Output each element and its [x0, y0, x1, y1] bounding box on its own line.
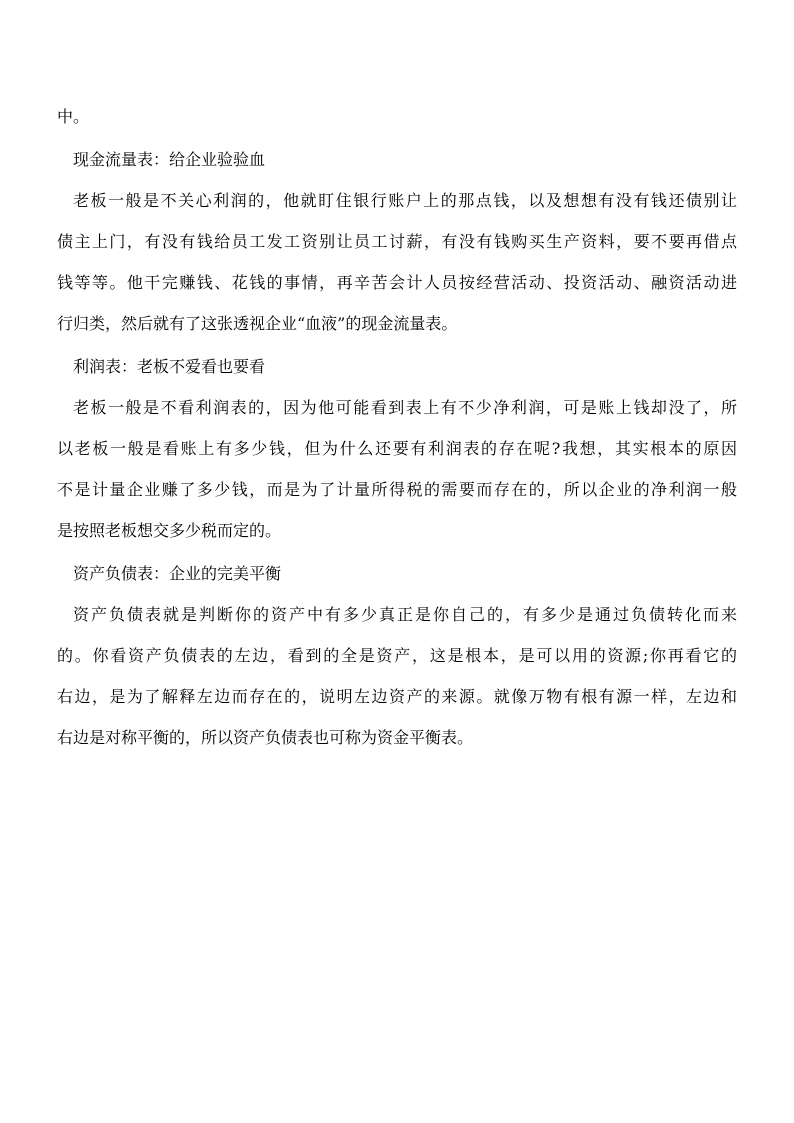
paragraph-line: 老板一般是不关心利润的，他就盯住银行账户上的那点钱，以及想想有没有钱还债别让 [73, 191, 737, 210]
section-heading-income: 利润表：老板不爱看也要看 [73, 357, 266, 376]
section-heading-balance-sheet: 资产负债表：企业的完美平衡 [73, 564, 282, 583]
paragraph-line: 右边是对称平衡的，所以资产负债表也可称为资金平衡表。 [57, 728, 474, 747]
paragraph-line: 行归类，然后就有了这张透视企业“血液”的现金流量表。 [57, 314, 458, 333]
paragraph-line: 以老板一般是看账上有多少钱，但为什么还要有利润表的存在呢?我想，其实根本的原因 [57, 439, 737, 458]
paragraph-line: 债主上门，有没有钱给员工发工资别让员工讨薪，有没有钱购买生产资料，要不要再借点 [57, 232, 737, 251]
paragraph-line: 不是计量企业赚了多少钱，而是为了计量所得税的需要而存在的，所以企业的净利润一般 [57, 480, 737, 499]
paragraph-line: 钱等等。他干完赚钱、花钱的事情，再辛苦会计人员按经营活动、投资活动、融资活动进 [57, 273, 737, 292]
continuation-text: 中。 [57, 107, 90, 126]
paragraph-line: 老板一般是不看利润表的，因为他可能看到表上有不少净利润，可是账上钱却没了，所 [73, 398, 737, 417]
paragraph-line: 右边，是为了解释左边而存在的，说明左边资产的来源。就像万物有根有源一样，左边和 [57, 687, 737, 706]
section-heading-cash-flow: 现金流量表：给企业验验血 [73, 150, 266, 169]
paragraph-line: 资产负债表就是判断你的资产中有多少真正是你自己的，有多少是通过负债转化而来 [73, 605, 737, 624]
paragraph-line: 的。你看资产负债表的左边，看到的全是资产，这是根本，是可以用的资源;你再看它的 [57, 646, 737, 665]
paragraph-line: 是按照老板想交多少税而定的。 [57, 521, 282, 540]
